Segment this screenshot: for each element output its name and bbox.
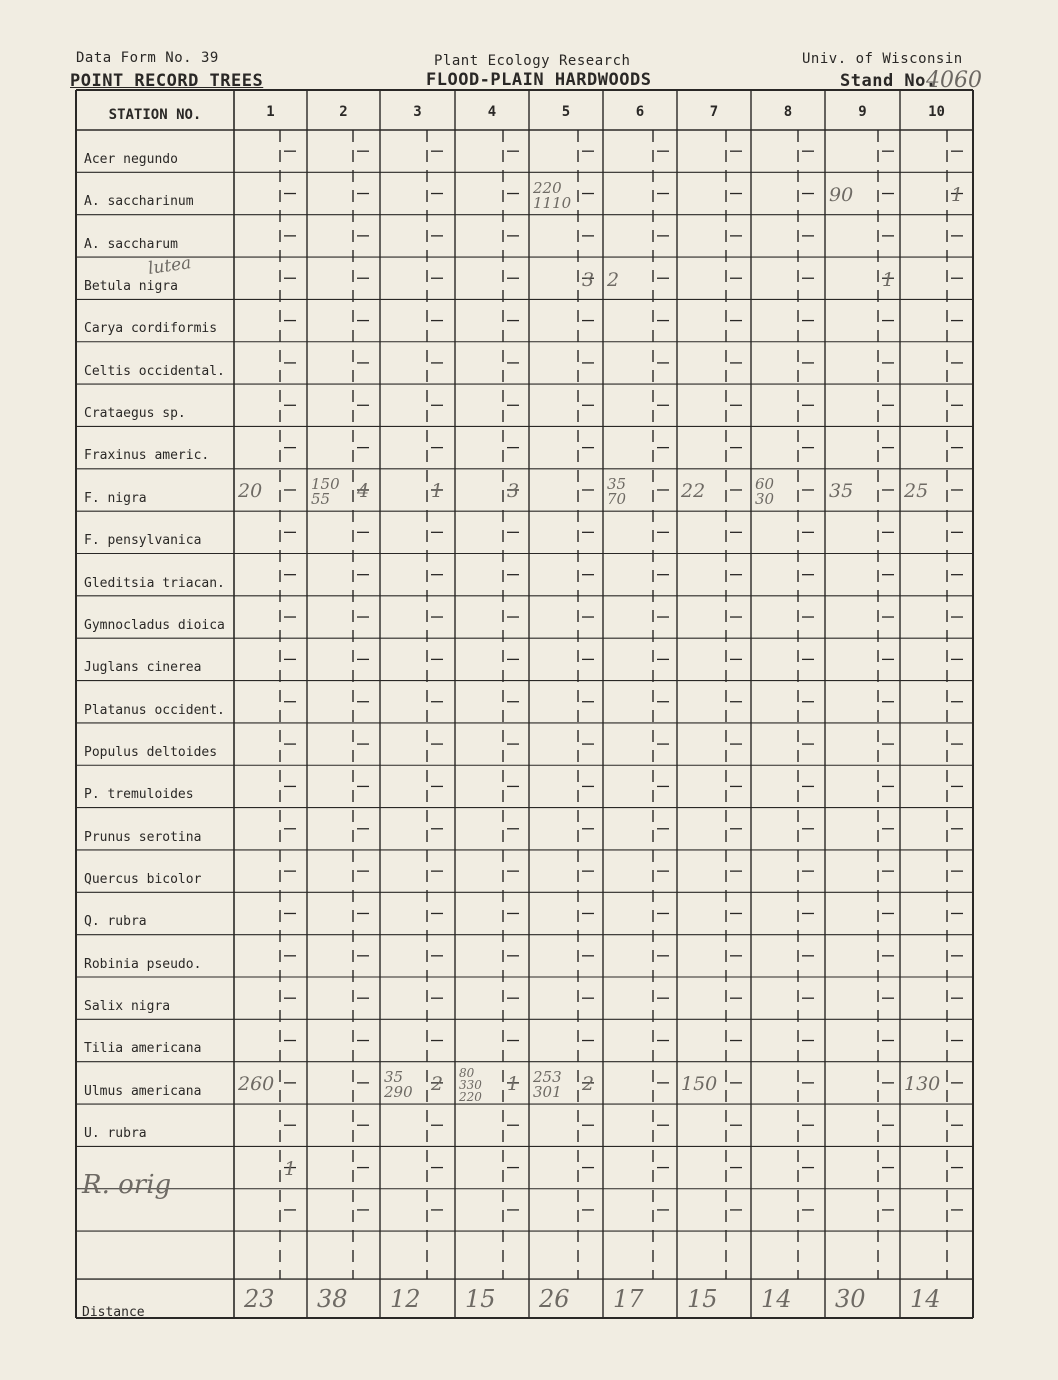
tree-entry: 60 30 (755, 474, 775, 508)
tree-entry: 150 (681, 1073, 718, 1096)
station-number-1: 1 (266, 104, 275, 120)
species-label: Juglans cinerea (84, 660, 202, 676)
tree-entry: 2 (607, 268, 620, 291)
species-label: F. pensylvanica (84, 533, 202, 549)
species-label: Carya cordiformis (84, 321, 218, 337)
distance-value: 14 (761, 1285, 792, 1314)
tree-entry: 20 (238, 480, 263, 503)
station-number-2: 2 (339, 104, 348, 120)
tree-entry: 3 (582, 268, 595, 291)
tree-entry: 4 (357, 480, 370, 503)
species-label: Crataegus sp. (84, 406, 186, 422)
species-label: U. rubra (84, 1126, 147, 1142)
organization: Plant Ecology Research (434, 53, 631, 69)
handwritten-row-label: R. orig (82, 1170, 172, 1200)
species-label: Q. rubra (84, 914, 147, 930)
station-number-6: 6 (635, 104, 645, 120)
tree-entry: 1 (507, 1073, 520, 1096)
species-label: F. nigra (84, 490, 147, 506)
form-number: Data Form No. 39 (76, 50, 219, 66)
species-label: Quercus bicolor (84, 871, 202, 887)
species-label: Ulmus americana (84, 1083, 202, 1099)
station-number-5: 5 (561, 104, 571, 120)
tree-entry: 150 55 (311, 474, 340, 508)
university: Univ. of Wisconsin (802, 51, 963, 67)
form-subject: FLOOD-PLAIN HARDWOODS (426, 70, 652, 90)
distance-value: 14 (910, 1285, 941, 1314)
station-number-7: 7 (709, 104, 719, 120)
station-number-4: 4 (487, 104, 497, 120)
form-title: POINT RECORD TREES (70, 71, 264, 91)
species-label: Celtis occidental. (84, 363, 225, 379)
tree-entry: 90 (829, 184, 854, 207)
species-label: Betula nigra (84, 279, 178, 295)
species-label: Tilia americana (84, 1041, 202, 1057)
stand-number: 4060 (926, 68, 982, 93)
tree-entry: 1 (882, 268, 895, 291)
tree-entry: 80 330 220 (459, 1065, 482, 1104)
distance-value: 23 (244, 1285, 275, 1314)
species-label: A. saccharinum (84, 194, 194, 210)
species-label: Acer negundo (84, 152, 178, 167)
tree-entry: 220 1110 (533, 178, 572, 212)
distance-value: 30 (835, 1285, 866, 1314)
species-label: Gymnocladus dioica (84, 617, 225, 633)
species-label: Prunus serotina (84, 829, 202, 845)
station-number-3: 3 (413, 104, 422, 120)
distance-value: 17 (613, 1285, 644, 1314)
tree-entry: 1 (951, 184, 964, 207)
species-label: Salix nigra (84, 999, 171, 1014)
tree-entry: 2 (582, 1073, 595, 1096)
tree-entry: 1 (431, 480, 444, 503)
tree-entry: 260 (238, 1073, 275, 1096)
tree-entry: 3 (507, 480, 520, 503)
tree-entry: 2 (431, 1073, 444, 1096)
station-number-8: 8 (783, 104, 793, 120)
distance-value: 12 (390, 1285, 421, 1314)
distance-value: 38 (317, 1285, 348, 1314)
distance-label: Distance (82, 1305, 145, 1320)
betula-annotation: lutea (146, 253, 193, 279)
tree-entry: 35 70 (607, 474, 627, 508)
distance-value: 26 (539, 1285, 570, 1314)
species-label: Populus deltoides (84, 744, 218, 760)
tree-entry: 1 (284, 1158, 297, 1181)
station-header: STATION NO. (108, 107, 202, 123)
species-label: A. saccharum (84, 236, 178, 252)
tree-entry: 130 (904, 1073, 941, 1096)
tree-entry: 253 301 (533, 1067, 562, 1101)
stand-label: Stand No. (840, 71, 937, 91)
tree-entry: 22 (681, 480, 706, 503)
species-label: Robinia pseudo. (84, 956, 202, 972)
species-label: P. tremuloides (84, 787, 194, 803)
station-number-10: 10 (928, 104, 945, 120)
tree-entry: 35 290 (384, 1067, 413, 1101)
distance-value: 15 (465, 1285, 496, 1314)
species-label: Gleditsia triacan. (84, 575, 225, 591)
tree-entry: 35 (829, 480, 854, 503)
tree-entry: 25 (904, 480, 929, 503)
distance-value: 15 (687, 1285, 718, 1314)
species-label: Fraxinus americ. (84, 448, 210, 464)
species-label: Platanus occident. (84, 702, 225, 718)
station-number-9: 9 (858, 104, 867, 120)
